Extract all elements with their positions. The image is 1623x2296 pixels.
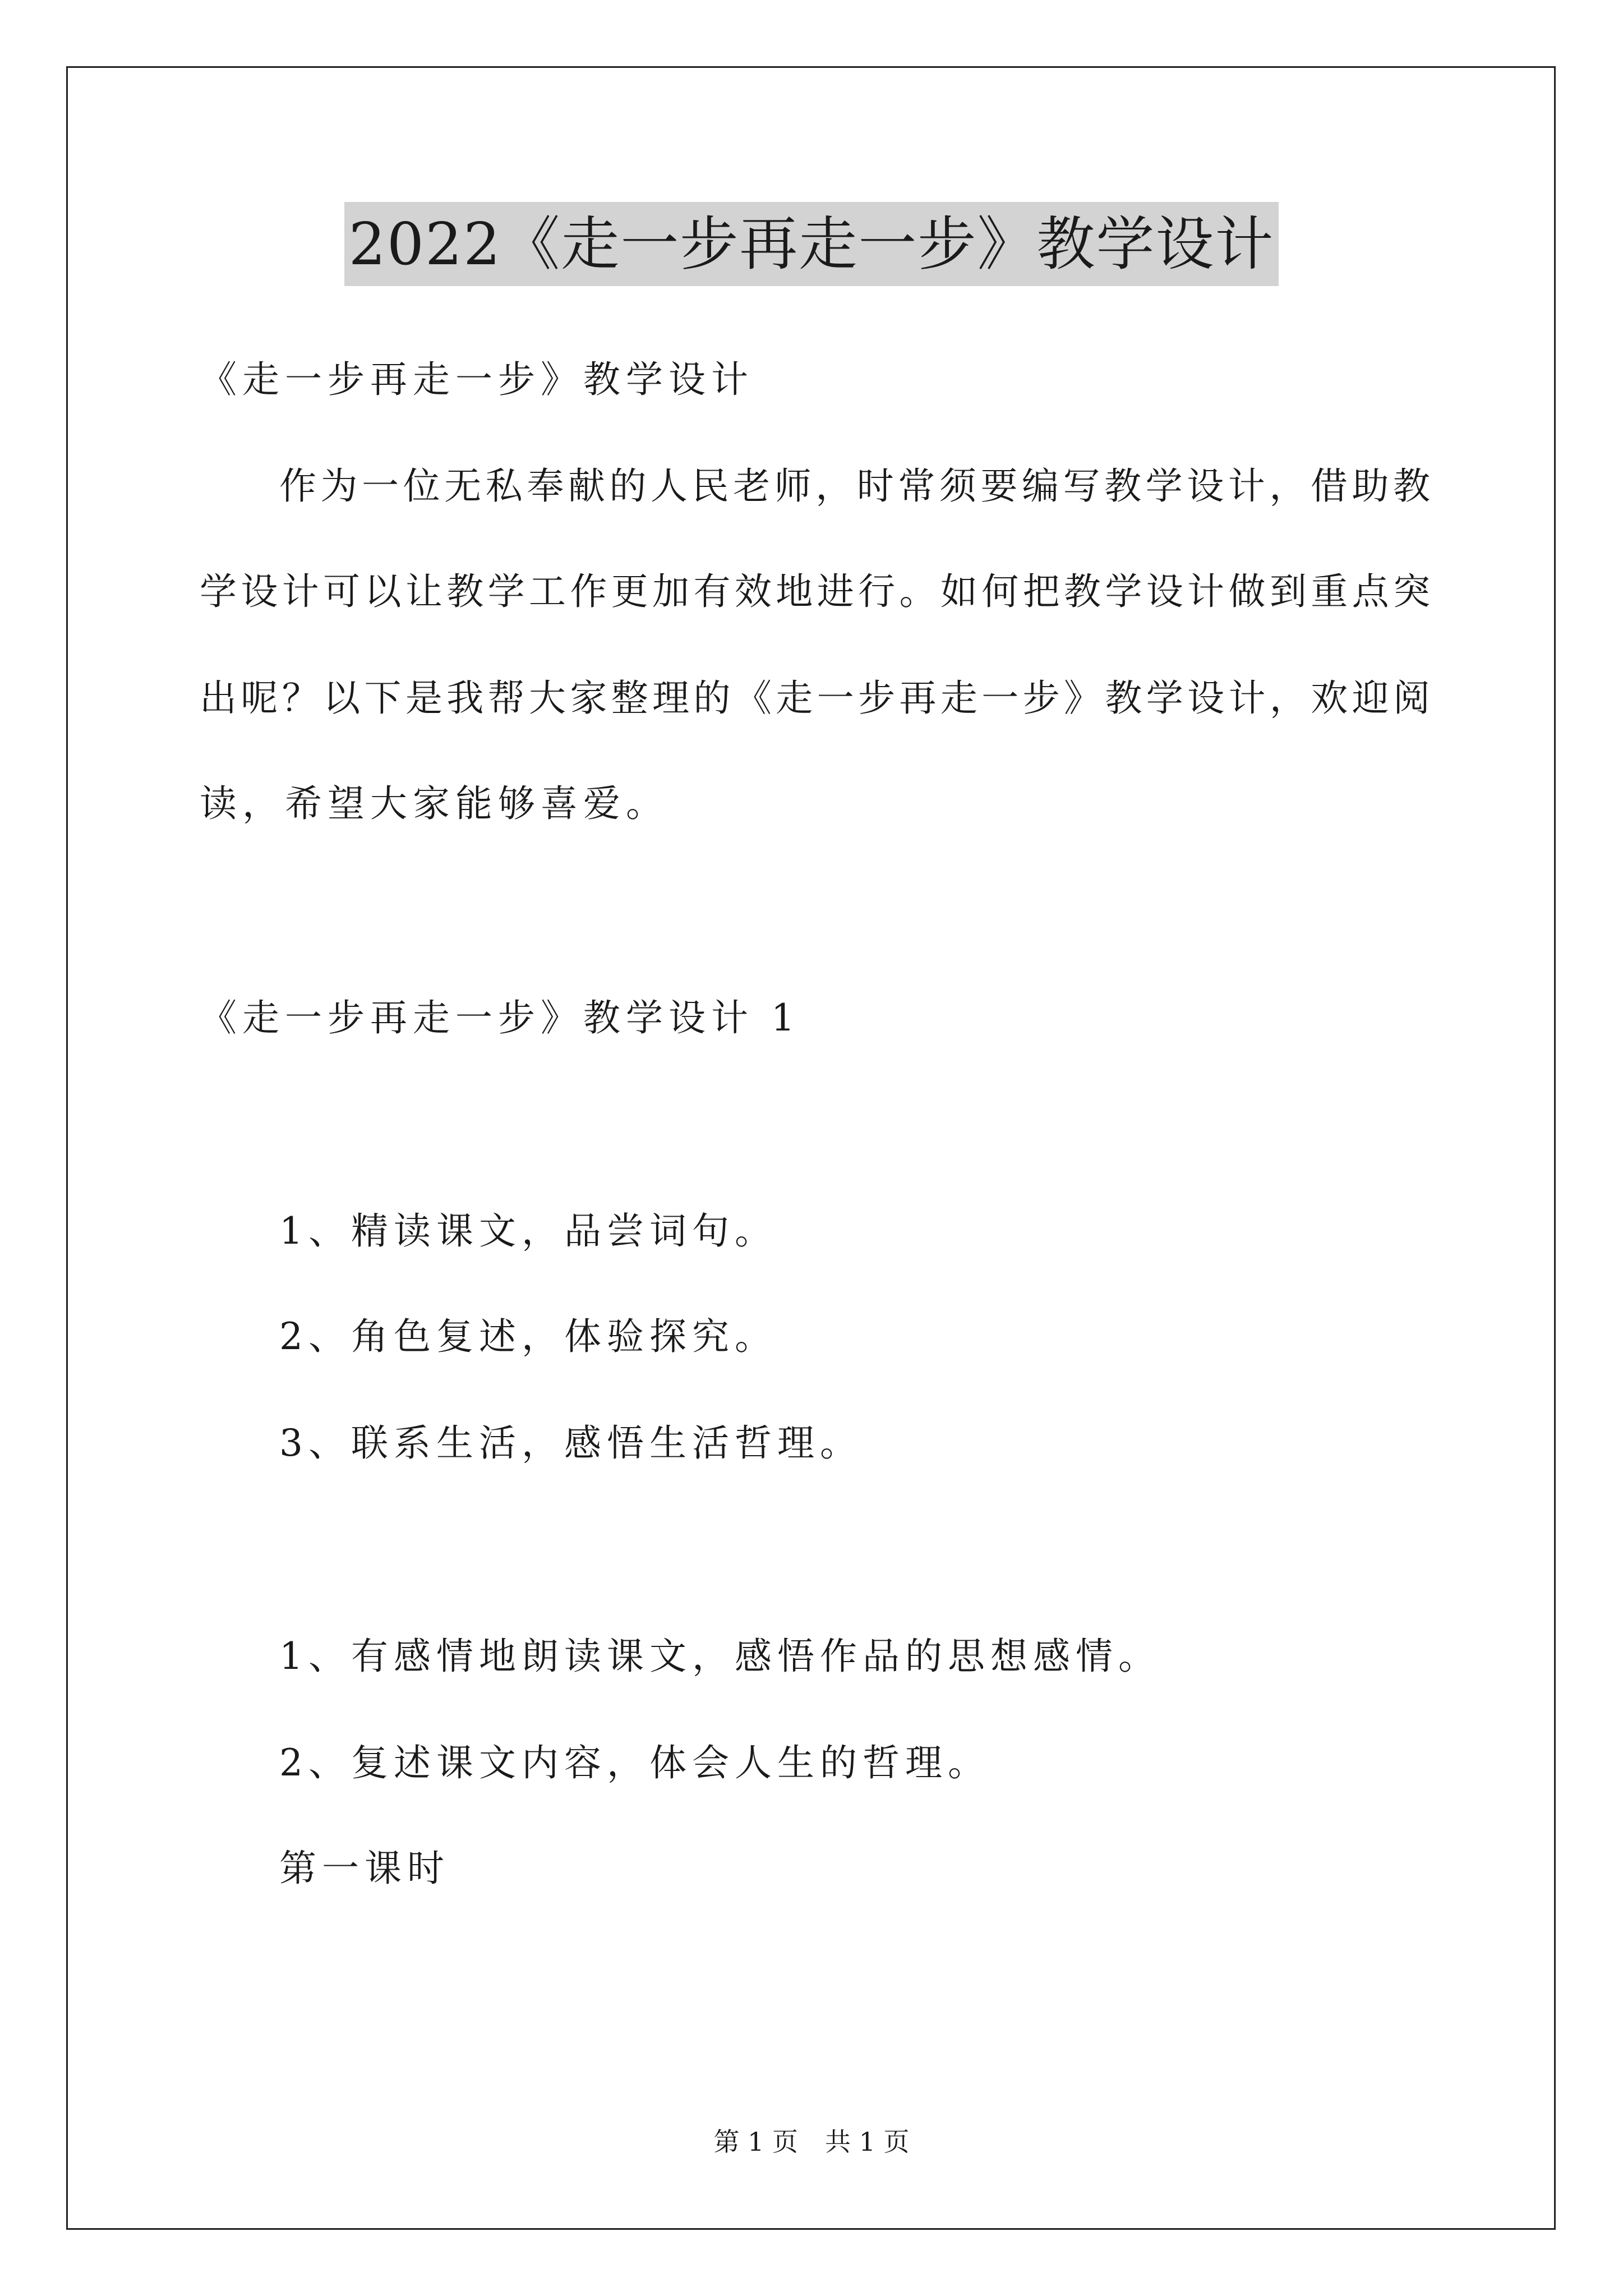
page-total: 共 1 页	[825, 2127, 910, 2157]
document-subtitle: 《走一步再走一步》教学设计	[200, 358, 754, 401]
title-block	[0, 202, 1623, 286]
list-item: 3、联系生活，感悟生活哲理。	[279, 1421, 863, 1465]
page-number: 第 1 页	[713, 2127, 798, 2157]
section-heading: 《走一步再走一步》教学设计 1	[200, 996, 800, 1039]
list-item: 1、有感情地朗读课文，感悟作品的思想感情。	[279, 1635, 1161, 1678]
intro-line-4: 读，希望大家能够喜爱。	[200, 782, 668, 825]
intro-line-3: 出呢？以下是我帮大家整理的《走一步再走一步》教学设计，欢迎阅	[200, 677, 1430, 720]
page-footer	[0, 2125, 1623, 2159]
intro-line-1: 作为一位无私奉献的人民老师，时常须要编写教学设计，借助教	[279, 464, 1430, 508]
lesson-label: 第一课时	[279, 1847, 450, 1890]
list-item: 2、角色复述，体验探究。	[279, 1315, 777, 1358]
document-title: 2022《走一步再走一步》教学设计	[344, 202, 1279, 286]
intro-line-2: 学设计可以让教学工作更加有效地进行。如何把教学设计做到重点突	[200, 570, 1430, 613]
list-item: 1、精读课文，品尝词句。	[279, 1209, 777, 1253]
list-item: 2、复述课文内容，体会人生的哲理。	[279, 1741, 990, 1784]
